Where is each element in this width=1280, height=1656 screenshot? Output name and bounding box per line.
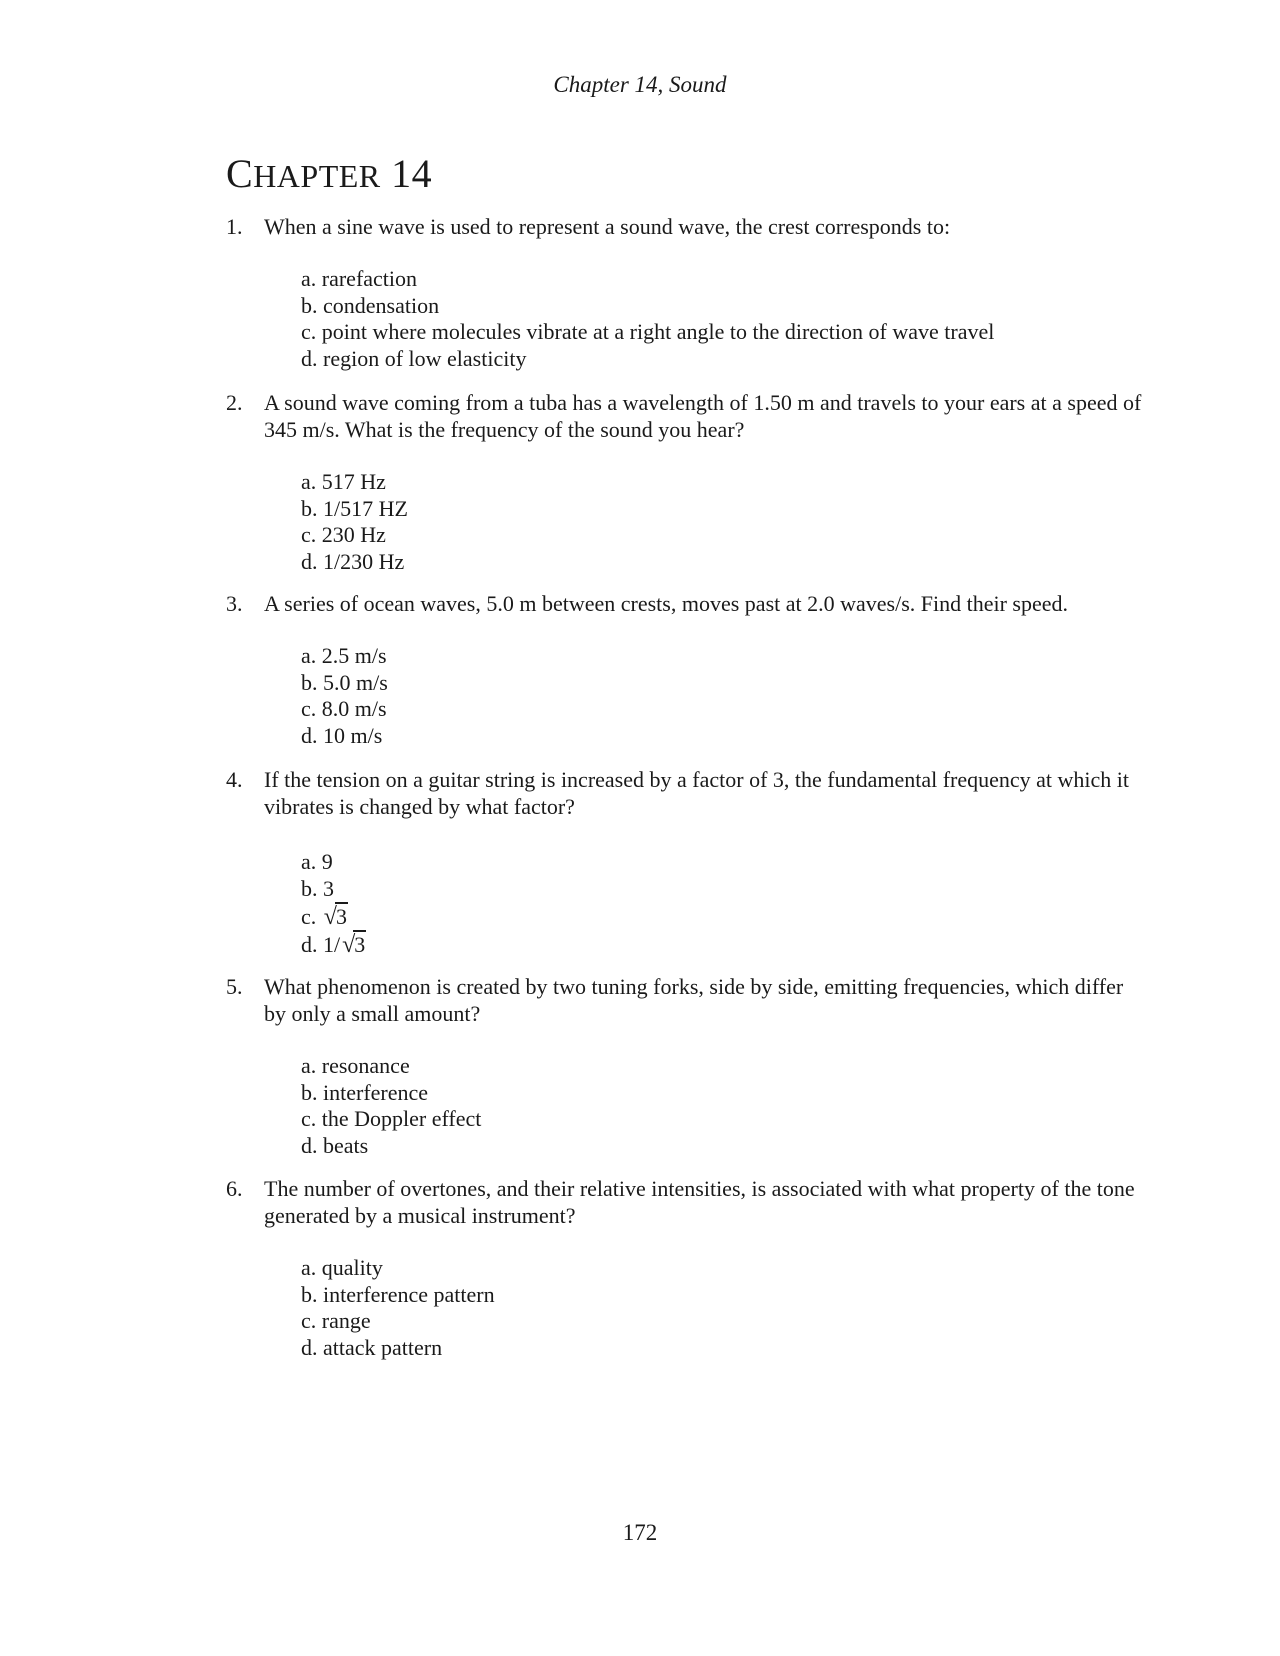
question-number: 6. bbox=[226, 1176, 243, 1201]
option-c: c. 230 Hz bbox=[301, 522, 386, 547]
option-c: c. point where molecules vibrate at a right angle to the direction of wave travel bbox=[301, 319, 995, 344]
option-b: b. condensation bbox=[301, 292, 440, 318]
option-d: d. region of low elasticity bbox=[301, 345, 527, 371]
option-d: d. 1/230 Hz bbox=[301, 548, 405, 574]
option-c: c. range bbox=[301, 1308, 371, 1333]
chapter-title bbox=[226, 150, 432, 197]
question-text: A sound wave coming from a tuba has a wavelength of 1.50 m and travels to your ears at a speed of 345 m/s. What is the frequency of the sound you hear? bbox=[264, 390, 1142, 442]
option-d: d. attack pattern bbox=[301, 1334, 443, 1360]
chapter-title-rest: HAPTER bbox=[253, 158, 381, 194]
square-root-symbol: √3 bbox=[323, 904, 347, 930]
question-number: 5. bbox=[226, 974, 243, 999]
option-a: a. quality bbox=[301, 1255, 383, 1280]
question-number: 3. bbox=[226, 591, 243, 616]
option-d bbox=[301, 930, 1146, 958]
option-d-prefix: d. 1/ bbox=[301, 932, 341, 957]
answer-options bbox=[301, 469, 1146, 575]
question-text: The number of overtones, and their relative intensities, is associated with what property of the tone generated by a musical instrument? bbox=[264, 1176, 1135, 1228]
option-b: b. interference bbox=[301, 1079, 429, 1105]
answer-options bbox=[301, 1255, 1146, 1361]
page-number: 172 bbox=[622, 1520, 658, 1545]
option-c: c. the Doppler effect bbox=[301, 1106, 482, 1131]
option-c: c. 8.0 m/s bbox=[301, 696, 387, 721]
option-c bbox=[301, 902, 1146, 930]
option-b: b. 1/517 HZ bbox=[301, 495, 408, 521]
option-d: d. 10 m/s bbox=[301, 722, 383, 748]
question-number: 2. bbox=[226, 390, 243, 415]
radicand: 3 bbox=[354, 932, 366, 957]
option-d: d. beats bbox=[301, 1132, 369, 1158]
radicand: 3 bbox=[335, 904, 347, 929]
option-a: a. resonance bbox=[301, 1053, 410, 1078]
question-text: What phenomenon is created by two tuning forks, side by side, emitting frequencies, which differ by only a small amount? bbox=[264, 974, 1124, 1026]
answer-options bbox=[301, 1053, 1146, 1159]
question-text: If the tension on a guitar string is increased by a factor of 3, the fundamental frequency at which it vibrates is changed by what factor? bbox=[264, 767, 1130, 819]
question-4 bbox=[226, 766, 1146, 958]
answer-options bbox=[301, 266, 1146, 372]
option-a: a. rarefaction bbox=[301, 266, 418, 291]
question-5 bbox=[226, 973, 1146, 1159]
running-header: Chapter 14, Sound bbox=[553, 72, 727, 97]
question-3 bbox=[226, 590, 1146, 749]
chapter-number: 14 bbox=[391, 151, 433, 196]
chapter-title-initial: C bbox=[226, 151, 254, 196]
question-number: 1. bbox=[226, 214, 243, 239]
option-a: a. 517 Hz bbox=[301, 469, 386, 494]
answer-options bbox=[301, 643, 1146, 749]
option-a: a. 9 bbox=[301, 849, 333, 874]
question-6 bbox=[226, 1175, 1146, 1361]
question-text: A series of ocean waves, 5.0 m between crests, moves past at 2.0 waves/s. Find their speed. bbox=[264, 591, 1069, 616]
option-a: a. 2.5 m/s bbox=[301, 643, 387, 668]
question-number: 4. bbox=[226, 767, 243, 792]
answer-options bbox=[301, 849, 1146, 958]
option-b: b. 5.0 m/s bbox=[301, 669, 388, 695]
option-c-prefix: c. bbox=[301, 904, 322, 929]
square-root-symbol: √3 bbox=[342, 932, 366, 958]
option-b: b. interference pattern bbox=[301, 1281, 495, 1307]
question-1 bbox=[226, 213, 1146, 372]
option-b: b. 3 bbox=[301, 875, 334, 901]
question-text: When a sine wave is used to represent a sound wave, the crest corresponds to: bbox=[264, 214, 951, 239]
question-2 bbox=[226, 389, 1146, 575]
